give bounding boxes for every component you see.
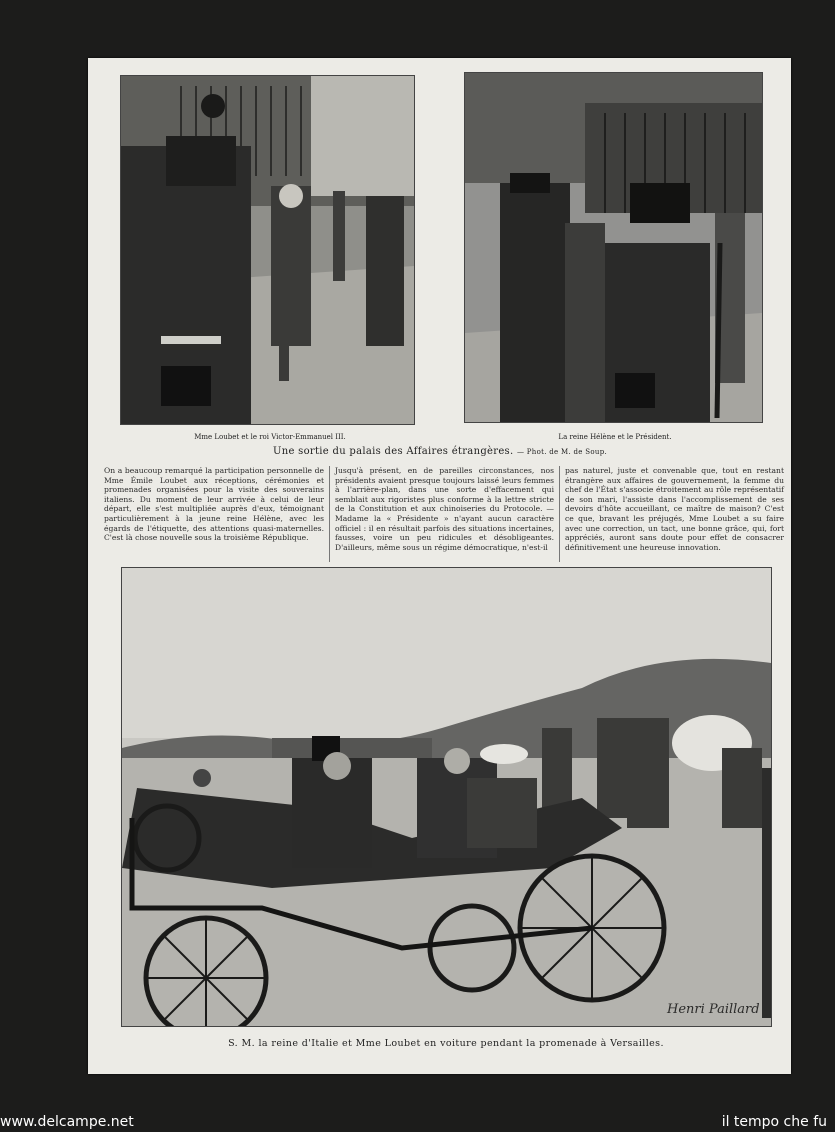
caption-carriage: S. M. la reine d'Italie et Mme Loubet en voiture pendant la promenade à Versailles.	[228, 1038, 664, 1049]
article-column-1: On a beaucoup remarqué la participation personnelle de Mme Émile Loubet aux réceptions, cérémonies et promenades organisées pour la visite des souverains italiens. Du moment de leur arrivée à celui de leur départ, elle s'est multipliée auprès d'eux, témoignant particulièrement à la jeune reine Hélène, avec les égards de l'étiquette, des attentions quasi-maternelles. C'est là chose nouvelle sous la troisième République.	[104, 466, 324, 543]
article-text	[99, 466, 791, 562]
article-column-2: Jusqu'à présent, en de pareilles circonstances, nos présidents avaient presque toujours laissé leurs femmes à l'arrière-plan, dans une sorte d'effacement qui semblait aux rigoristes plus conforme à la lettre stricte de la Constitution et aux chinoiseries du Protocole. — Madame la « Présidente » n'ayant aucun caractère officiel : il en résultait parfois des situations incertaines, fausses, voire un peu ridicules et désobligeantes. D'ailleurs, même sous un régime démocratique, n'est-il	[329, 466, 559, 562]
section-title-text: Une sortie du palais des Affaires étrangères.	[272, 446, 514, 457]
footer-right-watermark: il tempo che fu	[721, 1114, 827, 1130]
caption-photo-left: Mme Loubet et le roi Victor-Emmanuel III.	[194, 433, 346, 441]
caption-photo-right: La reine Hélène et le Président.	[558, 433, 672, 441]
photo-queen-president	[464, 72, 763, 423]
article-column-3: pas naturel, juste et convenable que, tout en restant étrangère aux affaires de gouvernement, la femme du chef de l'État s'associe étroitement au rôle représentatif de son mari, l'assiste dans l'accomplissement de ses devoirs d'hôte accueillant, ce maître de maison? C'est ce que, bravant les préjugés, Mme Loubet a su faire avec une correction, un tact, une bonne grâce, qui, fort appréciés, auront sans doute pour effet de consacrer définitivement une heureuse innovation.	[559, 466, 789, 562]
section-title	[120, 446, 760, 457]
photo-credit: — Phot. de M. de Soup.	[516, 448, 607, 456]
photographer-signature: Henri Paillard	[667, 1002, 760, 1017]
photo-carriage-versailles	[121, 567, 772, 1027]
footer-left-watermark: www.delcampe.net	[0, 1114, 134, 1130]
photo-loubet-king	[120, 75, 415, 425]
